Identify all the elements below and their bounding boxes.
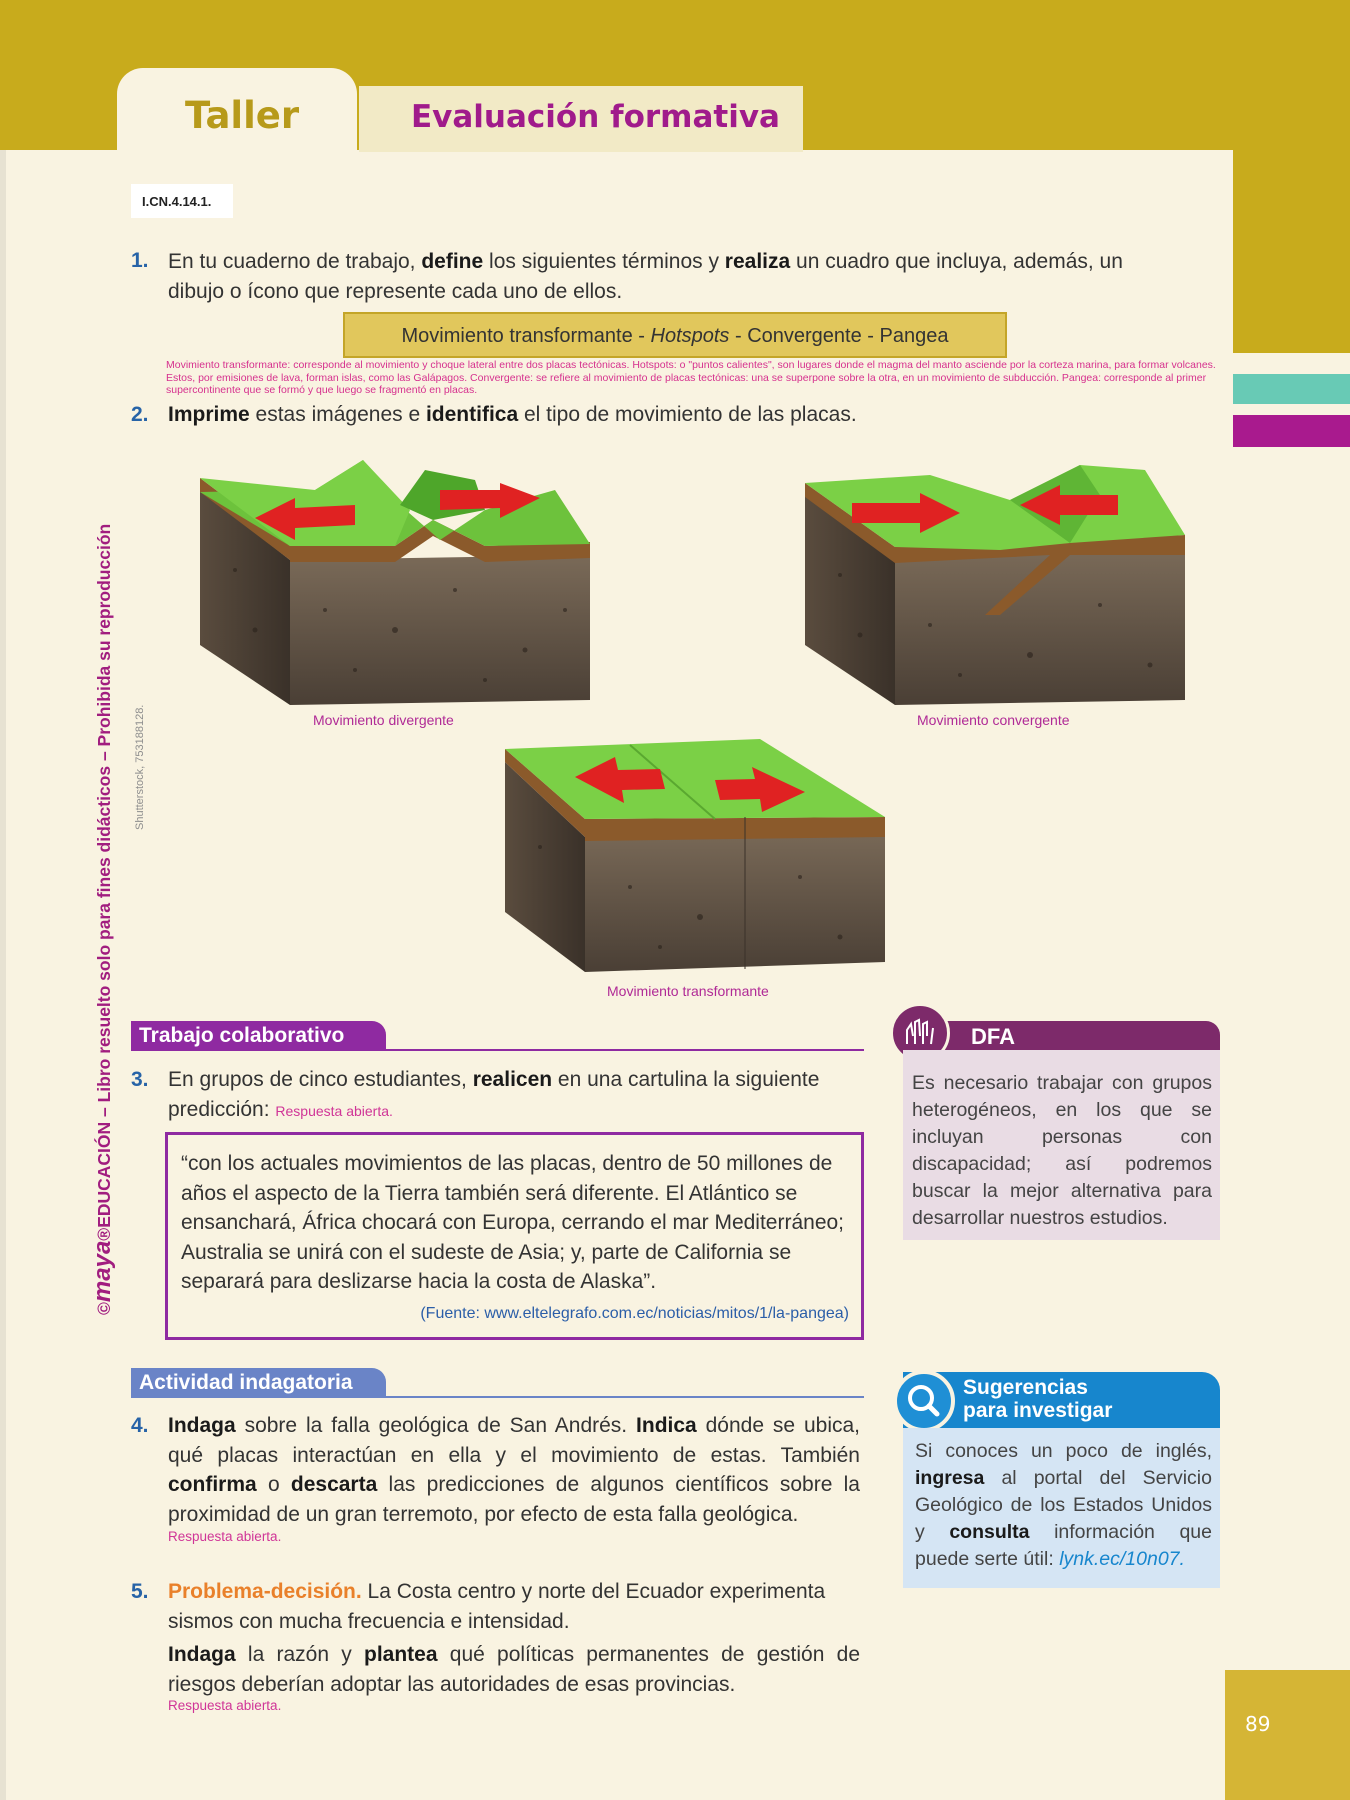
q4-answer: Respuesta abierta.	[168, 1529, 282, 1544]
q1-text: En tu cuaderno de trabajo, define los siguientes términos y realiza un cuadro que incluya, además, un dibujo o ícono que represente cada uno de ellos.	[168, 250, 1123, 303]
q5-text-2: Indaga la razón y plantea qué políticas permanentes de gestión de riesgos deberían adoptar las autoridades de esas provincias.	[168, 1643, 861, 1696]
convergent-plates-diagram	[800, 455, 1190, 705]
image-credit: Shutterstock, 753188128.	[134, 704, 146, 830]
caption-convergente: Movimiento convergente	[917, 712, 1070, 728]
transform-plates-diagram	[500, 737, 890, 972]
q3-number: 3.	[131, 1068, 149, 1091]
q1-answer: Movimiento transformante: corresponde al movimiento y choque lateral entre dos placas tectónicas. Hotspots: o "puntos calientes", son lugares donde el magma del manto asciende por la corteza marina, para formar volcanes. Estos, por emisiones de lava, forman islas, como las Galápagos. Convergente: se refiere al movimiento de placas tectónicas: una se superpone sobre la otra, en un movimiento de subducción. Pangea: corresponde al primer supercontinente que se formó y que luego se fragmentó en placas.	[166, 359, 1216, 396]
q2-number: 2.	[131, 403, 149, 426]
magnifier-icon	[893, 1370, 955, 1432]
tab-evaluacion	[359, 86, 803, 152]
q4-number: 4.	[131, 1414, 149, 1437]
indicator-code: I.CN.4.14.1.	[131, 184, 233, 218]
dfa-title: DFA	[971, 1024, 1015, 1049]
q5-answer: Respuesta abierta.	[168, 1698, 282, 1713]
q5-number: 5.	[131, 1580, 149, 1603]
sugerencias-title-1: Sugerencias	[963, 1376, 1088, 1399]
section-trabajo-colaborativo: Trabajo colaborativo	[131, 1021, 386, 1050]
caption-transformante: Movimiento transformante	[607, 983, 769, 999]
q3-text: En grupos de cinco estudiantes, realicen en una cartulina la siguiente predicción: Respuesta abierta.	[168, 1068, 820, 1121]
margin-tab-mint	[1233, 374, 1350, 404]
section-indag-rule	[131, 1396, 864, 1398]
tab-taller-label: Taller	[185, 94, 300, 137]
margin-tab-magenta	[1233, 415, 1350, 447]
section-actividad-indagatoria: Actividad indagatoria	[131, 1368, 386, 1397]
prediction-quote-box	[165, 1132, 864, 1340]
tab-taller	[117, 68, 357, 163]
page-number-box	[1225, 1670, 1350, 1800]
caption-divergente: Movimiento divergente	[313, 712, 454, 728]
prediction-quote: “con los actuales movimientos de las placas, dentro de 50 millones de años el aspecto de la Tierra también será diferente. El Atlántico se ensanchará, África chocará con Europa, cerrando el mar Mediterráneo; Australia se unirá con el sudeste de Asia; y, parte de California se separará para deslizarse hacia la costa de Alaska”.	[181, 1152, 845, 1293]
terms-box: Movimiento transformante - Hotspots - Convergente - Pangea	[343, 312, 1007, 358]
q5-text: Problema-decisión. La Costa centro y norte del Ecuador experimenta sismos con mucha frecuencia e intensidad.	[168, 1580, 826, 1633]
q2-text: Imprime estas imágenes e identifica el tipo de movimiento de las placas.	[168, 403, 857, 426]
dfa-header	[903, 1021, 1220, 1051]
q4-text: Indaga sobre la falla geológica de San Andrés. Indica dónde se ubica, qué placas interactúan en ella y el movimiento de estas. También confirma o descarta las predicciones de algunos científicos sobre la proximidad de un gran terremoto, por efecto de esta falla geológica.	[168, 1414, 860, 1526]
q1-number: 1.	[131, 249, 149, 272]
page-number: 89	[1245, 1712, 1271, 1736]
quote-source: (Fuente: www.eltelegrafo.com.ec/noticias/mitos/1/la-pangea)	[420, 1305, 849, 1322]
sugerencias-text: Si conoces un poco de inglés, ingresa al portal del Servicio Geológico de los Estados Unidos y consulta información que puede serte útil: lynk.ec/10n07.	[915, 1440, 1212, 1570]
dfa-text: Es necesario trabajar con grupos heterogéneos, en los que se incluyan personas con discapacidad; así podremos buscar la mejor alternativa para desarrollar nuestros estudios.	[912, 1072, 1212, 1229]
margin-band	[1233, 140, 1350, 353]
section-colab-rule	[131, 1049, 864, 1051]
usgs-link[interactable]: lynk.ec/10n07.	[1059, 1548, 1185, 1570]
tab-evaluacion-label: Evaluación formativa	[411, 99, 780, 135]
divergent-plates-diagram	[195, 450, 595, 705]
sugerencias-title-2: para investigar	[963, 1399, 1113, 1422]
copyright-vertical: ©maya®EDUCACIÓN – Libro resuelto solo para fines didácticos – Prohibida su reproducción	[89, 523, 116, 1315]
